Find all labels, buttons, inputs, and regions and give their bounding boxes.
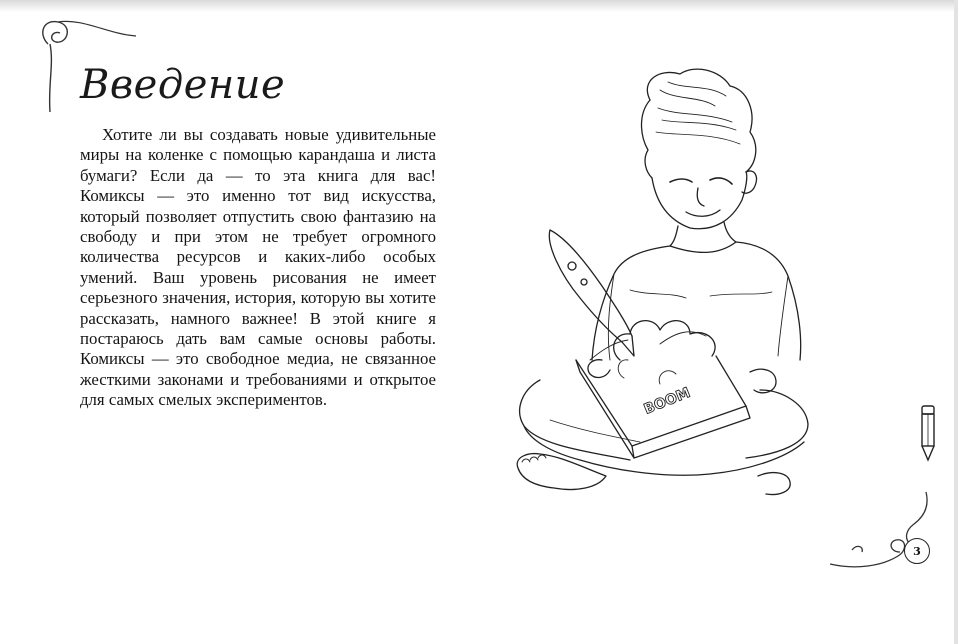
boy-reading-comic-illustration	[510, 60, 810, 520]
intro-paragraph: Хотите ли вы создавать новые удивительные миры на коленке с помощью карандаша и листа бумаги? Если да — то эта книга для вас! Комиксы — это именно тот вид искусства, который позволяет отпустить свою фантазию на свободу и при этом не требует огромного количества ресурсов и каких-либо особых умений. Ваш уровень рисования не имеет серьезного значения, история, которую вы хотите рассказать, намного важнее! В этой книге я постараюсь дать вам самые основы работы. Комиксы — это свободное медиа, не связанное жесткими законами и требованиями и открытое для самых смелых экспериментов.	[80, 125, 436, 410]
pencil-icon	[916, 402, 940, 462]
book-sound-effect: BOOM	[641, 384, 693, 418]
page-right-edge	[954, 0, 958, 644]
page-number: 3	[904, 538, 930, 564]
page-title: Введение	[80, 62, 286, 108]
page-number-flourish-icon	[826, 488, 938, 578]
page-top-edge	[0, 0, 958, 12]
